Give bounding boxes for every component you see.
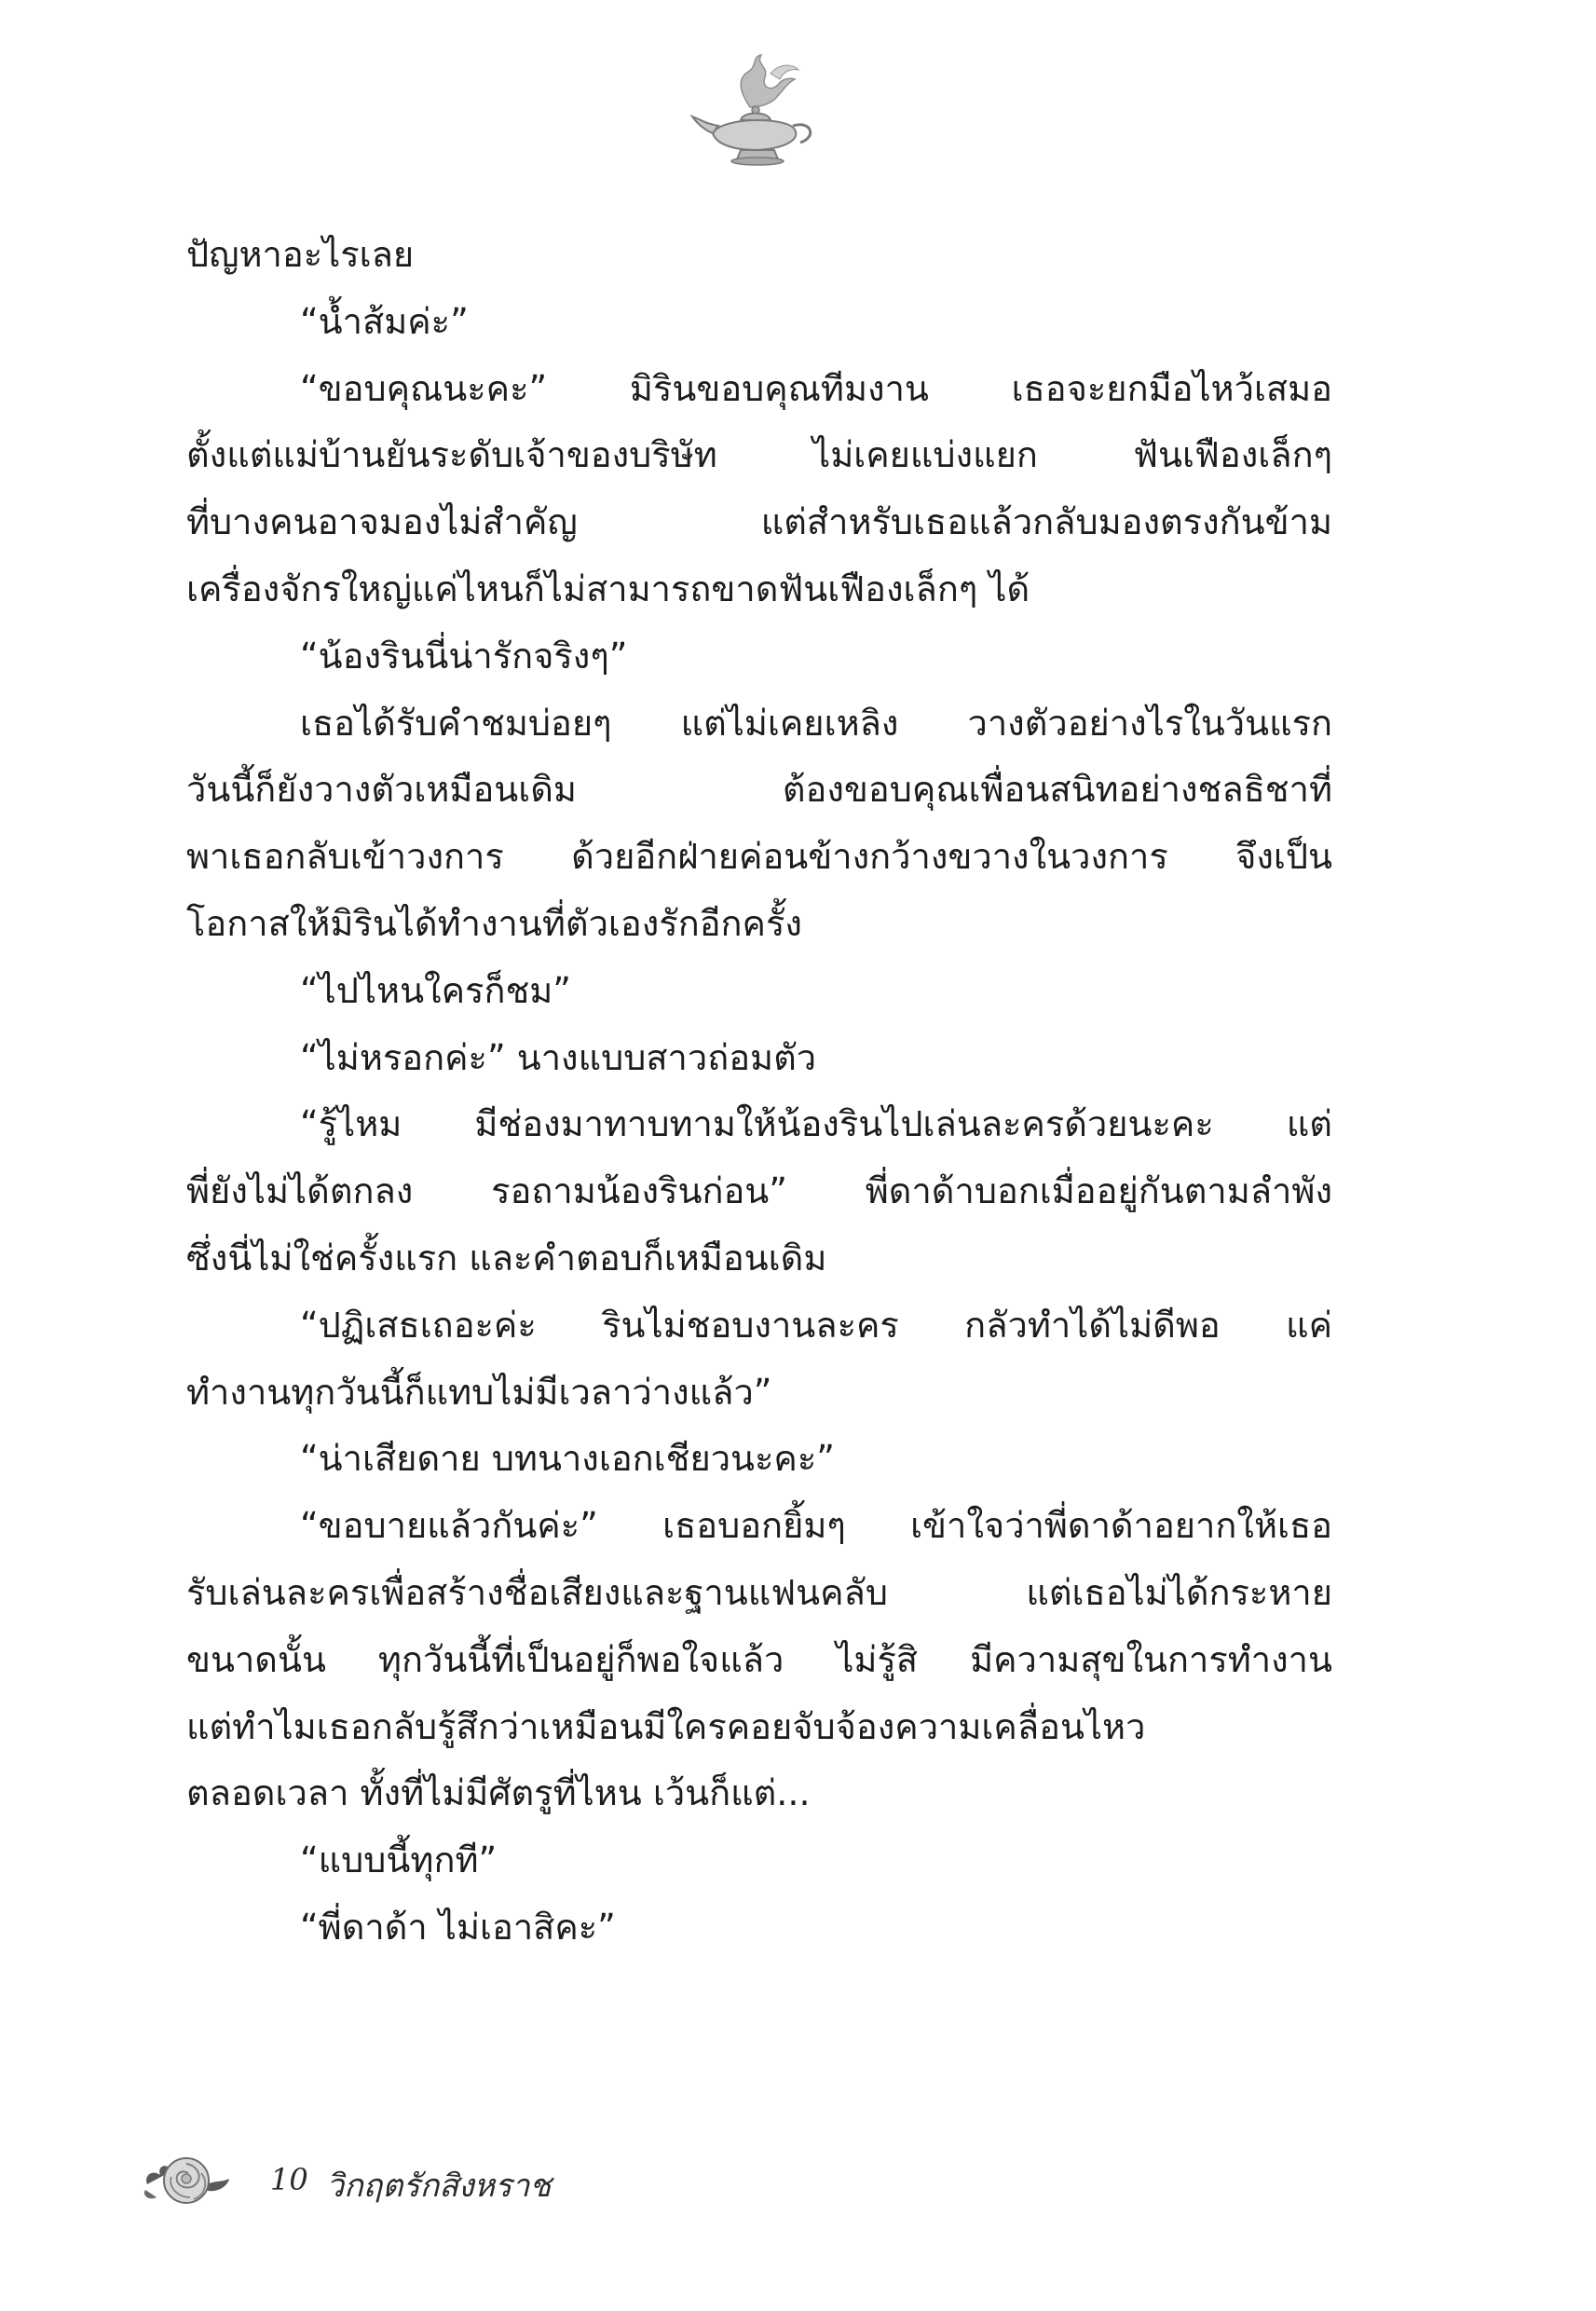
- text-line: ที่บางคนอาจมองไม่สำคัญ แต่สำหรับเธอแล้วกลับมองตรงกันข้าม: [186, 501, 1332, 543]
- text-line: “ไม่หรอกค่ะ” นางแบบสาวถ่อมตัว: [300, 1036, 817, 1078]
- genie-lamp-icon: [685, 51, 825, 172]
- text-line: แต่ทำไมเธอกลับรู้สึกว่าเหมือนมีใครคอยจับจ้องความเคลื่อนไหว: [186, 1705, 1146, 1747]
- text-line: ทำงานทุกวันนี้ก็แทบไม่มีเวลาว่างแล้ว”: [186, 1371, 772, 1413]
- text-line: “ขอบคุณนะคะ” มิรินขอบคุณทีมงาน เธอจะยกมือไหว้เสมอ: [300, 367, 1332, 409]
- text-line: พาเธอกลับเข้าวงการ ด้วยอีกฝ่ายค่อนข้างกว้างขวางในวงการ จึงเป็น: [186, 836, 1332, 878]
- text-line: “ปฏิเสธเถอะค่ะ รินไม่ชอบงานละคร กลัวทำได้ไม่ดีพอ แค่: [300, 1304, 1332, 1346]
- text-line: วันนี้ก็ยังวางตัวเหมือนเดิม ต้องขอบคุณเพื่อนสนิทอย่างชลธิชาที่: [186, 769, 1332, 811]
- text-line: ปัญหาอะไรเลย: [186, 234, 415, 275]
- text-line: พี่ยังไม่ได้ตกลง รอถามน้องรินก่อน” พี่ดาด้าบอกเมื่ออยู่กันตามลำพัง: [186, 1170, 1332, 1212]
- text-line: ซึ่งนี่ไม่ใช่ครั้งแรก และคำตอบก็เหมือนเดิม: [186, 1237, 827, 1279]
- text-line: “น้องรินนี่น่ารักจริงๆ”: [300, 635, 628, 677]
- text-line: รับเล่นละครเพื่อสร้างชื่อเสียงและฐานแฟนคลับ แต่เธอไม่ได้กระหาย: [186, 1571, 1332, 1613]
- text-line: เธอได้รับคำชมบ่อยๆ แต่ไม่เคยเหลิง วางตัวอย่างไรในวันแรก: [300, 702, 1332, 744]
- text-line: โอกาสให้มิรินได้ทำงานที่ตัวเองรักอีกครั้ง: [186, 902, 802, 944]
- text-line: “น้ำส้มค่ะ”: [300, 300, 469, 342]
- text-line: ตลอดเวลา ทั้งที่ไม่มีศัตรูที่ไหน เว้นก็แต่...: [186, 1772, 811, 1814]
- text-line: “ไปไหนใครก็ชม”: [300, 969, 571, 1011]
- text-line: ขนาดนั้น ทุกวันนี้ที่เป็นอยู่ก็พอใจแล้ว ไม่รู้สิ มีความสุขในการทำงาน: [186, 1638, 1332, 1680]
- text-line: “พี่ดาด้า ไม่เอาสิคะ”: [300, 1906, 616, 1948]
- text-line: เครื่องจักรใหญ่แค่ไหนก็ไม่สามารถขาดฟันเฟืองเล็กๆ ได้: [186, 567, 1030, 609]
- book-title: วิกฤตรักสิงหราช: [326, 2167, 552, 2205]
- body-text: [186, 222, 1332, 1962]
- text-line: “รู้ไหม มีช่องมาทาบทามให้น้องรินไปเล่นละครด้วยนะคะ แต่: [300, 1103, 1332, 1145]
- text-line: ตั้งแต่แม่บ้านยันระดับเจ้าของบริษัท ไม่เคยแบ่งแยก ฟันเฟืองเล็กๆ: [186, 434, 1332, 476]
- text-line: “ขอบายแล้วกันค่ะ” เธอบอกยิ้มๆ เข้าใจว่าพี่ดาด้าอยากให้เธอ: [300, 1505, 1332, 1547]
- text-line: “แบบนี้ทุกที”: [300, 1839, 498, 1881]
- rose-icon: [140, 2153, 233, 2208]
- text-line: “น่าเสียดาย บทนางเอกเชียวนะคะ”: [300, 1438, 835, 1480]
- page-footer: [140, 2153, 792, 2208]
- page-number: 10: [270, 2162, 308, 2197]
